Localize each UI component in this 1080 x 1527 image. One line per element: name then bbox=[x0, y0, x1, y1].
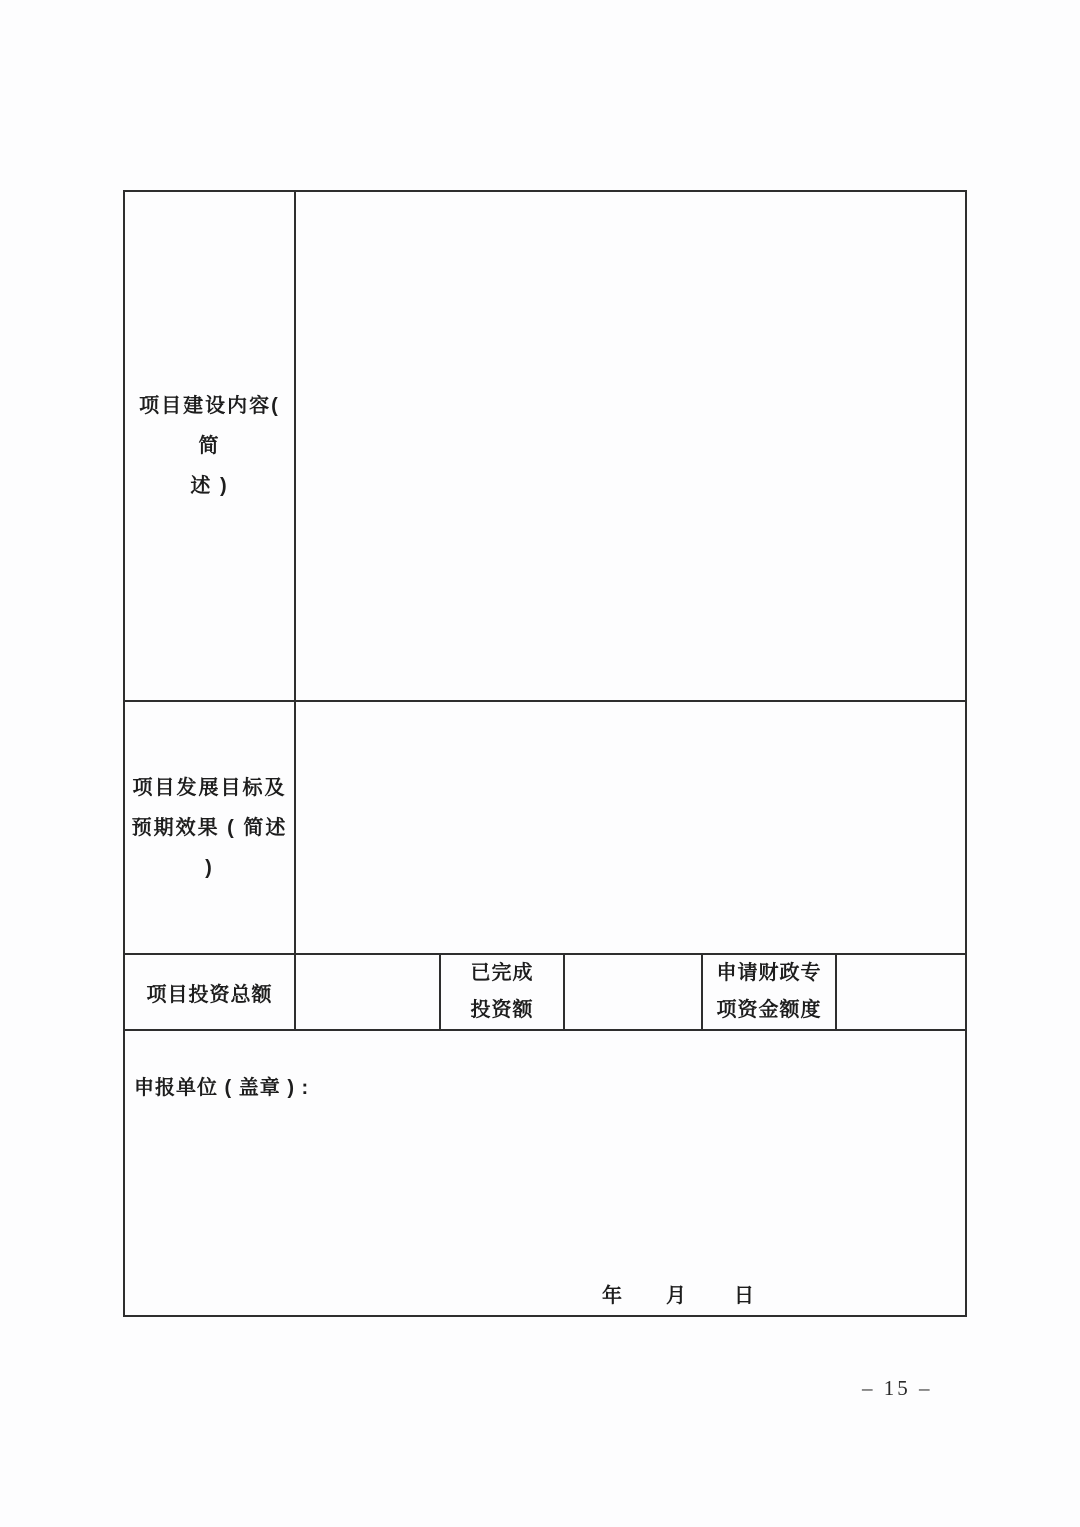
date-day-label: 日 bbox=[734, 1285, 754, 1307]
date-line bbox=[602, 1279, 754, 1308]
date-year-label: 年 bbox=[602, 1285, 622, 1307]
label-applied-special-fund-line1: 申请财政专 bbox=[716, 962, 822, 984]
label-project-goals-line2: 预期效果 ( 简述 ) bbox=[131, 816, 288, 879]
label-applied-special-fund bbox=[703, 955, 837, 1029]
date-month-label: 月 bbox=[666, 1285, 686, 1307]
label-project-goals-line1: 项目发展目标及 bbox=[132, 776, 287, 799]
label-project-construction-line1: 项目建设内容( 简 bbox=[139, 395, 280, 457]
field-applied-special-fund[interactable] bbox=[837, 955, 965, 1029]
label-project-goals bbox=[125, 702, 296, 953]
label-completed-investment-line2: 投资额 bbox=[470, 999, 534, 1021]
field-completed-investment[interactable] bbox=[565, 955, 703, 1029]
label-project-construction-line2: 述 ) bbox=[190, 475, 229, 497]
label-project-construction-content bbox=[125, 192, 296, 700]
field-project-construction-content[interactable] bbox=[296, 192, 965, 700]
label-completed-investment-line1: 已完成 bbox=[470, 962, 534, 984]
field-project-goals[interactable] bbox=[296, 702, 965, 953]
application-form-table bbox=[123, 190, 967, 1317]
row-declaration-unit[interactable] bbox=[125, 1031, 965, 1315]
page-number: – 15 – bbox=[862, 1376, 933, 1400]
row-project-construction bbox=[125, 192, 965, 702]
label-applied-special-fund-line2: 项资金额度 bbox=[716, 999, 822, 1021]
field-total-investment[interactable] bbox=[296, 955, 441, 1029]
seal-label: 申报单位 ( 盖章 ) : bbox=[134, 1077, 310, 1099]
row-investment bbox=[125, 955, 965, 1031]
label-total-investment: 项目投资总额 bbox=[125, 955, 296, 1029]
label-completed-investment bbox=[441, 955, 565, 1029]
row-project-goals bbox=[125, 702, 965, 955]
